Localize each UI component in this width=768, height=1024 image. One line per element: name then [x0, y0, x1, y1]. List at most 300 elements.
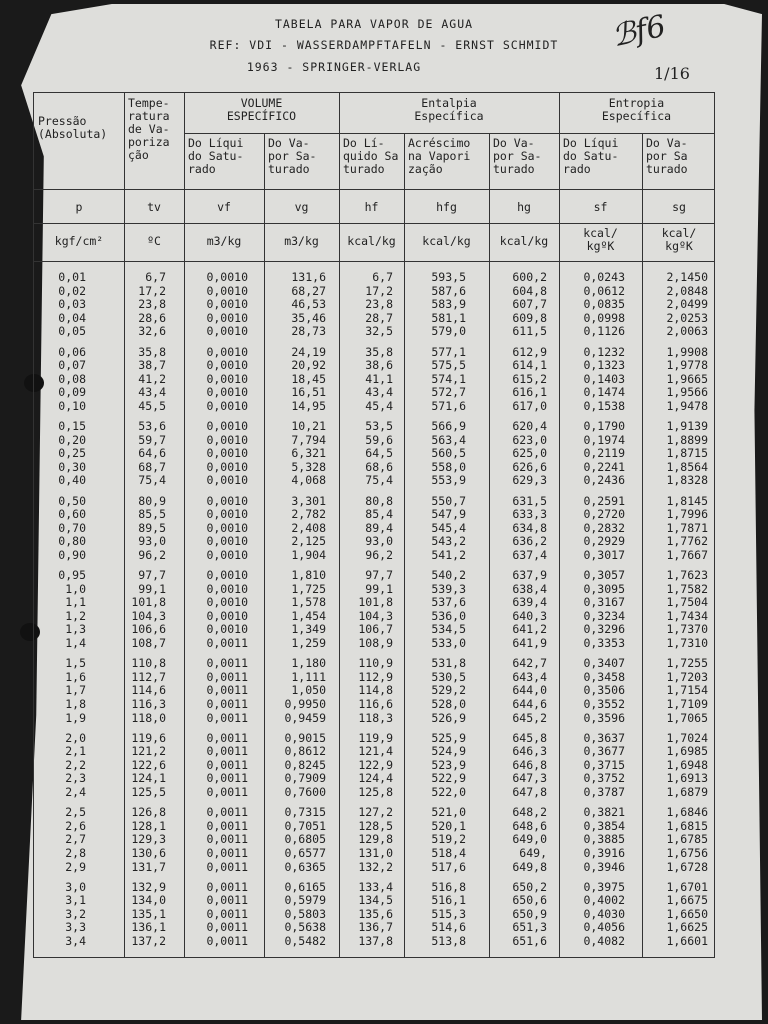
table-cell: 2,3: [65, 771, 86, 786]
table-cell: 136,1: [131, 920, 166, 935]
table-cell: 136,7: [358, 920, 393, 935]
table-cell: 560,5: [431, 446, 466, 461]
table-cell: 647,8: [512, 785, 547, 799]
table-cell: 16,51: [291, 385, 326, 400]
table-cell: 35,46: [291, 310, 326, 325]
table-cell: 0,0010: [206, 270, 248, 284]
table-cell: 617,0: [512, 398, 547, 413]
table-cell: 0,8612: [284, 744, 326, 759]
table-cell: 28,7: [365, 310, 393, 325]
table-cell: 2,782: [291, 507, 326, 522]
table-cell: 35,8: [138, 344, 166, 359]
table-cell: 0,1126: [583, 324, 625, 339]
table-cell: 131,0: [358, 845, 393, 860]
table-cell: 2,6: [65, 818, 86, 833]
table-row: [34, 698, 714, 712]
table-cell: 0,30: [58, 459, 86, 474]
table-cell: 540,2: [431, 568, 466, 582]
table-cell: 0,0011: [206, 818, 248, 833]
table-cell: 1,9566: [666, 385, 708, 400]
table-cell: 1,9478: [666, 398, 708, 413]
table-cell: 0,0998: [583, 310, 625, 325]
table-cell: 571,6: [431, 398, 466, 413]
table-row: [34, 325, 714, 339]
table-cell: 0,4002: [583, 893, 625, 908]
table-cell: 1,6625: [666, 920, 708, 935]
table-cell: 0,0011: [206, 785, 248, 799]
table-cell: 587,6: [431, 283, 466, 298]
table-cell: 1,259: [291, 636, 326, 650]
table-cell: 0,0011: [206, 893, 248, 908]
table-cell: 574,1: [431, 371, 466, 386]
table-cell: 2,8: [65, 845, 86, 860]
table-row: [34, 373, 714, 387]
table-row: [34, 820, 714, 834]
table-cell: 110,8: [131, 656, 166, 671]
table-cell: 3,4: [65, 934, 86, 948]
table-cell: 1,7582: [666, 581, 708, 596]
table-cell: 648,2: [512, 805, 547, 820]
table-cell: 0,4056: [583, 920, 625, 935]
table-cell: 0,3752: [583, 771, 625, 786]
table-cell: 0,0011: [206, 805, 248, 820]
table-cell: 0,15: [58, 419, 86, 433]
table-cell: 522,9: [431, 771, 466, 786]
table-cell: 132,9: [131, 879, 166, 894]
column-title: Do Líqui do Satu- rado: [563, 136, 619, 176]
table-cell: 600,2: [512, 270, 547, 284]
table-cell: 522,0: [431, 785, 466, 799]
table-cell: 2,0: [65, 730, 86, 745]
table-row: [34, 894, 714, 908]
table-cell: 577,1: [431, 344, 466, 359]
table-cell: 135,6: [358, 906, 393, 921]
column-unit: m3/kg: [284, 234, 319, 248]
table-cell: 575,5: [431, 358, 466, 373]
table-cell: 529,2: [431, 683, 466, 698]
table-cell: 5,328: [291, 459, 326, 474]
table-cell: 1,5: [65, 656, 86, 671]
table-cell: 119,6: [131, 730, 166, 745]
table-cell: 1,6879: [666, 785, 708, 799]
table-cell: 17,2: [138, 283, 166, 298]
table-cell: 0,0010: [206, 520, 248, 535]
column-title: Do Lí- quido Sa turado: [343, 136, 399, 176]
table-cell: 517,6: [431, 859, 466, 874]
table-cell: 97,7: [138, 568, 166, 582]
table-cell: 99,1: [365, 581, 393, 596]
table-cell: 2,4: [65, 785, 86, 799]
table-row: [34, 400, 714, 414]
table-cell: 6,7: [145, 270, 166, 284]
table-cell: 112,7: [131, 669, 166, 684]
table-cell: 0,5803: [284, 906, 326, 921]
table-cell: 1,8328: [666, 473, 708, 488]
table-cell: 0,3596: [583, 710, 625, 725]
table-cell: 539,3: [431, 581, 466, 596]
table-cell: 531,8: [431, 656, 466, 671]
column-symbol: p: [75, 200, 83, 214]
table-cell: 116,3: [131, 696, 166, 711]
table-cell: 1,6846: [666, 805, 708, 820]
table-row: [34, 596, 714, 610]
table-cell: 89,5: [138, 520, 166, 535]
table-cell: 106,7: [358, 622, 393, 637]
table-cell: 579,0: [431, 324, 466, 339]
table-cell: 0,0010: [206, 297, 248, 312]
table-cell: 108,7: [131, 636, 166, 650]
table-cell: 650,2: [512, 879, 547, 894]
table-cell: 0,1232: [583, 344, 625, 359]
table-cell: 547,9: [431, 507, 466, 522]
document-title: TABELA PARA VAPOR DE AGUA: [274, 17, 474, 31]
table-cell: 651,3: [512, 920, 547, 935]
table-cell: 122,6: [131, 757, 166, 772]
table-cell: 46,53: [291, 297, 326, 312]
table-row: [34, 935, 714, 949]
table-row: [34, 522, 714, 536]
column-title: Do Líqui do Satu- rado: [188, 136, 244, 176]
table-cell: 1,6728: [666, 859, 708, 874]
table-row: [34, 298, 714, 312]
table-cell: 1,578: [291, 595, 326, 610]
table-cell: 1,1: [65, 595, 86, 610]
table-cell: 550,7: [431, 493, 466, 508]
column-symbol: sg: [672, 200, 686, 214]
table-cell: 104,3: [131, 608, 166, 623]
table-cell: 17,2: [365, 283, 393, 298]
table-cell: 0,3677: [583, 744, 625, 759]
table-cell: 0,0010: [206, 473, 248, 488]
table-row: [34, 745, 714, 759]
table-cell: 53,6: [138, 419, 166, 433]
table-cell: 6,321: [291, 446, 326, 461]
table-cell: 513,8: [431, 934, 466, 948]
table-cell: 521,0: [431, 805, 466, 820]
table-cell: 1,6601: [666, 934, 708, 948]
table-cell: 59,6: [365, 432, 393, 447]
table-cell: 124,4: [358, 771, 393, 786]
table-cell: 1,7065: [666, 710, 708, 725]
table-cell: 1,7154: [666, 683, 708, 698]
column-symbol: hg: [517, 200, 531, 214]
table-row: [34, 786, 714, 800]
table-cell: 1,6756: [666, 845, 708, 860]
table-cell: 3,1: [65, 893, 86, 908]
table-cell: 118,0: [131, 710, 166, 725]
column-title: Tempe- ratura de Va- poriza ção: [128, 96, 170, 162]
table-cell: 0,0011: [206, 832, 248, 847]
table-cell: 0,7315: [284, 805, 326, 820]
table-cell: 0,60: [58, 507, 86, 522]
table-cell: 137,2: [131, 934, 166, 948]
table-cell: 1,7996: [666, 507, 708, 522]
table-row: [34, 386, 714, 400]
table-row: [34, 623, 714, 637]
table-cell: 1,6785: [666, 832, 708, 847]
table-cell: 0,0010: [206, 534, 248, 549]
table-cell: 611,5: [512, 324, 547, 339]
table-cell: 641,2: [512, 622, 547, 637]
table-cell: 0,01: [58, 270, 86, 284]
table-cell: 647,3: [512, 771, 547, 786]
table-cell: 0,50: [58, 493, 86, 508]
table-cell: 0,0011: [206, 859, 248, 874]
table-cell: 1,7109: [666, 696, 708, 711]
table-row: [34, 833, 714, 847]
table-row: [34, 759, 714, 773]
table-cell: 1,7: [65, 683, 86, 698]
table-cell: 545,4: [431, 520, 466, 535]
table-cell: 0,1538: [583, 398, 625, 413]
table-cell: 0,3353: [583, 636, 625, 650]
table-cell: 0,03: [58, 297, 86, 312]
table-cell: 525,9: [431, 730, 466, 745]
table-cell: 636,2: [512, 534, 547, 549]
table-cell: 528,0: [431, 696, 466, 711]
table-cell: 124,1: [131, 771, 166, 786]
table-cell: 0,3854: [583, 818, 625, 833]
table-cell: 68,6: [365, 459, 393, 474]
table-cell: 4,068: [291, 473, 326, 488]
table-row: [34, 285, 714, 299]
table-cell: 0,1403: [583, 371, 625, 386]
table-cell: 2,9: [65, 859, 86, 874]
table-cell: 515,3: [431, 906, 466, 921]
table-cell: 3,3: [65, 920, 86, 935]
table-cell: 0,7051: [284, 818, 326, 833]
table-cell: 1,7871: [666, 520, 708, 535]
table-cell: 0,20: [58, 432, 86, 447]
table-cell: 35,8: [365, 344, 393, 359]
table-cell: 612,9: [512, 344, 547, 359]
table-cell: 45,5: [138, 398, 166, 413]
table-row: [34, 583, 714, 597]
table-cell: 122,9: [358, 757, 393, 772]
table-cell: 0,08: [58, 371, 86, 386]
document-reference: REF: VDI - WASSERDAMPFTAFELN - ERNST SCHMIDT: [209, 38, 559, 52]
table-cell: 1,9908: [666, 344, 708, 359]
table-cell: 649,8: [512, 859, 547, 874]
table-cell: 0,0010: [206, 446, 248, 461]
table-cell: 1,8715: [666, 446, 708, 461]
table-cell: 0,0011: [206, 744, 248, 759]
table-cell: 134,0: [131, 893, 166, 908]
table-cell: 0,0010: [206, 568, 248, 582]
table-cell: 1,6815: [666, 818, 708, 833]
table-row: [34, 712, 714, 726]
table-cell: 0,90: [58, 547, 86, 562]
table-cell: 0,70: [58, 520, 86, 535]
table-cell: 1,7024: [666, 730, 708, 745]
table-cell: 41,2: [138, 371, 166, 386]
table-cell: 634,8: [512, 520, 547, 535]
table-cell: 0,0010: [206, 547, 248, 562]
table-cell: 0,2720: [583, 507, 625, 522]
table-cell: 85,4: [365, 507, 393, 522]
table-cell: 0,40: [58, 473, 86, 488]
table-cell: 133,4: [358, 879, 393, 894]
table-cell: 1,7762: [666, 534, 708, 549]
table-cell: 2,0063: [666, 324, 708, 339]
column-unit: m3/kg: [206, 234, 242, 248]
table-cell: 20,92: [291, 358, 326, 373]
table-cell: 53,5: [365, 419, 393, 433]
table-cell: 97,7: [365, 568, 393, 582]
table-cell: 0,5638: [284, 920, 326, 935]
table-row: [34, 312, 714, 326]
table-cell: 2,0253: [666, 310, 708, 325]
table-cell: 0,05: [58, 324, 86, 339]
table-cell: 75,4: [365, 473, 393, 488]
column-title: Do Va- por Sa turado: [646, 136, 688, 176]
table-cell: 1,8899: [666, 432, 708, 447]
table-cell: 1,180: [291, 656, 326, 671]
table-cell: 0,3885: [583, 832, 625, 847]
table-cell: 0,0010: [206, 595, 248, 610]
table-cell: 615,2: [512, 371, 547, 386]
document-publication: 1963 - SPRINGER-VERLAG: [246, 60, 422, 74]
table-cell: 0,9950: [284, 696, 326, 711]
table-cell: 0,0011: [206, 879, 248, 894]
table-cell: 43,4: [138, 385, 166, 400]
table-cell: 558,0: [431, 459, 466, 474]
table-cell: 18,45: [291, 371, 326, 386]
table-cell: 114,6: [131, 683, 166, 698]
table-cell: 101,8: [358, 595, 393, 610]
column-title: Do Va- por Sa- turado: [493, 136, 542, 176]
table-row: [34, 671, 714, 685]
table-row: [34, 271, 714, 285]
column-title: Pressão (Absoluta): [38, 114, 108, 141]
table-cell: 126,8: [131, 805, 166, 820]
table-cell: 24,19: [291, 344, 326, 359]
table-cell: 0,2119: [583, 446, 625, 461]
column-unit: kcal/ kgºK: [583, 226, 618, 253]
table-cell: 0,80: [58, 534, 86, 549]
table-cell: 128,1: [131, 818, 166, 833]
table-cell: 0,0010: [206, 385, 248, 400]
table-cell: 0,1474: [583, 385, 625, 400]
table-cell: 116,6: [358, 696, 393, 711]
table-cell: 1,6650: [666, 906, 708, 921]
table-cell: 89,4: [365, 520, 393, 535]
table-row: [34, 637, 714, 651]
table-cell: 132,2: [358, 859, 393, 874]
table-cell: 0,07: [58, 358, 86, 373]
column-unit: kcal/kg: [422, 234, 471, 248]
table-cell: 64,6: [138, 446, 166, 461]
table-cell: 623,0: [512, 432, 547, 447]
table-cell: 593,5: [431, 270, 466, 284]
table-cell: 1,7203: [666, 669, 708, 684]
table-cell: 604,8: [512, 283, 547, 298]
table-row: [34, 861, 714, 875]
table-cell: 80,8: [365, 493, 393, 508]
table-cell: 649,: [519, 845, 547, 860]
table-cell: 614,1: [512, 358, 547, 373]
table-cell: 127,2: [358, 805, 393, 820]
table-cell: 0,6365: [284, 859, 326, 874]
table-cell: 0,5979: [284, 893, 326, 908]
table-cell: 640,3: [512, 608, 547, 623]
table-cell: 121,2: [131, 744, 166, 759]
table-row: [34, 806, 714, 820]
table-cell: 0,0010: [206, 344, 248, 359]
table-cell: 641,9: [512, 636, 547, 650]
table-cell: 41,1: [365, 371, 393, 386]
table-cell: 1,9: [65, 710, 86, 725]
table-cell: 0,10: [58, 398, 86, 413]
table-cell: 1,810: [291, 568, 326, 582]
table-cell: 0,3296: [583, 622, 625, 637]
table-cell: 0,1974: [583, 432, 625, 447]
table-row: [34, 474, 714, 488]
table-cell: 1,8: [65, 696, 86, 711]
table-cell: 38,7: [138, 358, 166, 373]
column-unit: kgf/cm²: [54, 234, 104, 248]
table-cell: 1,6: [65, 669, 86, 684]
table-cell: 1,7370: [666, 622, 708, 637]
table-cell: 0,0011: [206, 710, 248, 725]
table-cell: 1,9139: [666, 419, 708, 433]
table-cell: 0,6577: [284, 845, 326, 860]
table-cell: 0,2436: [583, 473, 625, 488]
column-unit: kcal/kg: [347, 234, 396, 248]
table-cell: 1,050: [291, 683, 326, 698]
table-cell: 638,4: [512, 581, 547, 596]
table-cell: 639,4: [512, 595, 547, 610]
table-cell: 0,2929: [583, 534, 625, 549]
table-cell: 514,6: [431, 920, 466, 935]
table-cell: 0,3017: [583, 547, 625, 562]
table-cell: 1,0: [65, 581, 86, 596]
table-cell: 3,301: [291, 493, 326, 508]
table-cell: 0,5482: [284, 934, 326, 948]
table-cell: 0,3057: [583, 568, 625, 582]
table-cell: 516,1: [431, 893, 466, 908]
column-title: Acréscimo na Vapori zação: [408, 136, 471, 176]
table-cell: 0,0010: [206, 622, 248, 637]
table-cell: 3,0: [65, 879, 86, 894]
table-cell: 45,4: [365, 398, 393, 413]
table-cell: 516,8: [431, 879, 466, 894]
column-symbol: hfg: [436, 200, 457, 214]
table-cell: 75,4: [138, 473, 166, 488]
table-cell: 0,0612: [583, 283, 625, 298]
table-cell: 64,5: [365, 446, 393, 461]
table-cell: 1,6701: [666, 879, 708, 894]
table-cell: 134,5: [358, 893, 393, 908]
table-cell: 609,8: [512, 310, 547, 325]
table-cell: 7,794: [291, 432, 326, 447]
table-cell: 10,21: [291, 419, 326, 433]
table-cell: 128,5: [358, 818, 393, 833]
table-cell: 0,0011: [206, 757, 248, 772]
table-cell: 0,1323: [583, 358, 625, 373]
table-cell: 0,02: [58, 283, 86, 298]
table-cell: 0,3946: [583, 859, 625, 874]
table-cell: 0,0011: [206, 669, 248, 684]
table-cell: 637,9: [512, 568, 547, 582]
table-cell: 0,09: [58, 385, 86, 400]
table-cell: 518,4: [431, 845, 466, 860]
page-number: 1/16: [654, 64, 690, 83]
table-cell: 563,4: [431, 432, 466, 447]
table-cell: 1,454: [291, 608, 326, 623]
table-cell: 96,2: [365, 547, 393, 562]
table-cell: 1,6913: [666, 771, 708, 786]
